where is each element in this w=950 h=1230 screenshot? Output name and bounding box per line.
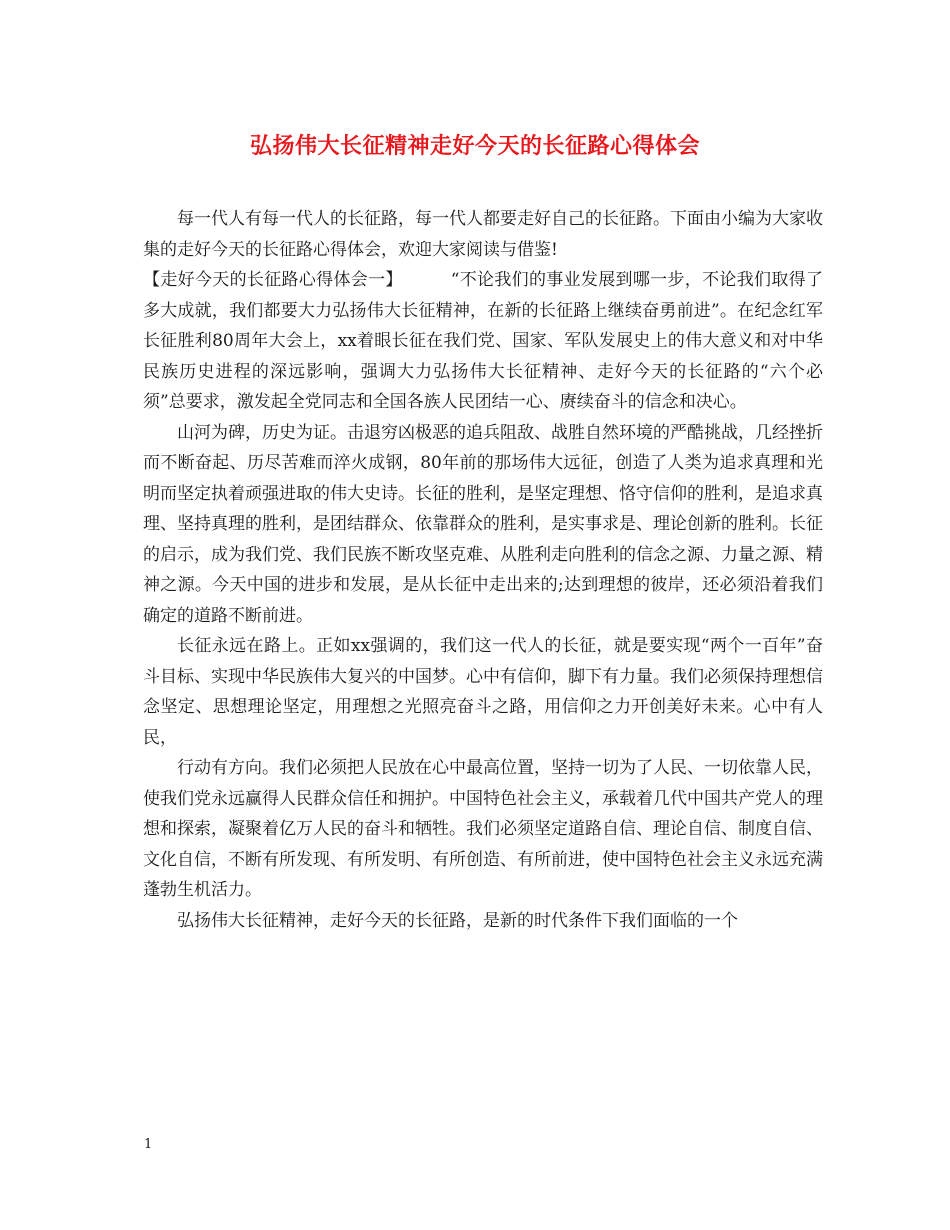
section-one-paragraph xyxy=(143,265,823,418)
intro-paragraph: 每一代人有每一代人的长征路，每一代人都要走好自己的长征路。下面由小编为大家收集的走好今天的长征路心得体会，欢迎大家阅读与借鉴! xyxy=(143,209,823,260)
page-number: 1 xyxy=(144,1137,153,1152)
document-title: 弘扬伟大长征精神走好今天的长征路心得体会 xyxy=(249,133,700,159)
section-heading: 【走好今天的长征路心得体会一】 xyxy=(143,270,403,290)
body-paragraph-4: 弘扬伟大长征精神，走好今天的长征路，是新的时代条件下我们面临的一个 xyxy=(177,910,738,931)
document-body xyxy=(143,204,823,936)
body-paragraph-1: 山河为碑，历史为证。击退穷凶极恶的追兵阻敌、战胜自然环境的严酷挑战，几经挫折而不断奋起、历尽苦难而淬火成钢，80年前的那场伟大远征，创造了人类为追求真理和光明而坚定执着顽强进取的伟大史诗。长征的胜利，是坚定理想、恪守信仰的胜利，是追求真理、坚持真理的胜利，是团结群众、依靠群众的胜利，是实事求是、理论创新的胜利。长征的启示，成为我们党、我们民族不断攻坚克难、从胜利走向胜利的信念之源、力量之源、精神之源。今天中国的进步和发展，是从长征中走出来的;达到理想的彼岸，还必须沿着我们确定的道路不断前进。 xyxy=(143,422,823,626)
section-first-paragraph-text: “不论我们的事业发展到哪一步，不论我们取得了多大成就，我们都要大力弘扬伟大长征精神，在新的长征路上继续奋勇前进”。在纪念红军长征胜利80周年大会上，xx着眼长征在我们党、国家、军队发展史上的伟大意义和对中华民族历史进程的深远影响，强调大力弘扬伟大长征精神、走好今天的长征路的“六个必须”总要求，激发起全党同志和全国各族人民团结一心、赓续奋斗的信念和决心。 xyxy=(143,270,823,412)
body-paragraph-3: 行动有方向。我们必须把人民放在心中最高位置，坚持一切为了人民、一切依靠人民，使我们党永远赢得人民群众信任和拥护。中国特色社会主义，承载着几代中国共产党人的理想和探索，凝聚着亿万人民的奋斗和牺牲。我们必须坚定道路自信、理论自信、制度自信、文化自信，不断有所发现、有所发明、有所创造、有所前进，使中国特色社会主义永远充满蓬勃生机活力。 xyxy=(143,758,823,900)
body-paragraph-2: 长征永远在路上。正如xx强调的，我们这一代人的长征，就是要实现“两个一百年”奋斗目标、实现中华民族伟大复兴的中国梦。心中有信仰，脚下有力量。我们必须保持理想信念坚定、思想理论坚定，用理想之光照亮奋斗之路，用信仰之力开创美好未来。心中有人民， xyxy=(143,636,823,748)
